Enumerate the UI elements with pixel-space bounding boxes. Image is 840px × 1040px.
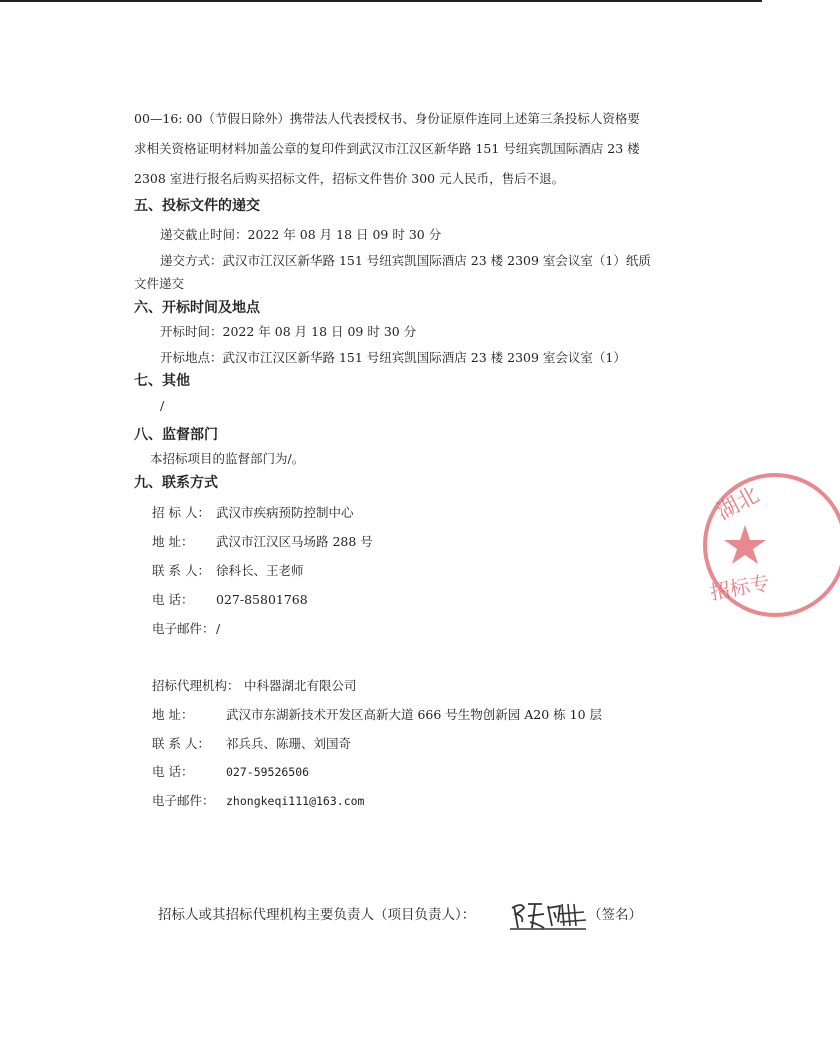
intro-line-1: 00—16: 00（节假日除外）携带法人代表授权书、身份证原件连同上述第三条投标人资格要 [134, 111, 640, 126]
stamp-star-icon [724, 525, 766, 564]
stamp-text-top: 湖北 [712, 482, 764, 526]
tenderer-address-value: 武汉市江汉区马场路 288 号 [216, 534, 373, 549]
tenderer-contact-label: 联 系 人： [152, 563, 210, 578]
signature-suffix: （签名） [588, 907, 642, 923]
tenderer-email-label: 电子邮件： [152, 621, 215, 636]
agency-address-label: 地 址： [152, 707, 194, 722]
section-8-content: 本招标项目的监督部门为/。 [150, 451, 305, 466]
section-7-content: / [160, 398, 165, 413]
tenderer-contact-value: 徐科长、王老师 [216, 563, 304, 578]
agency-email-label: 电子邮件： [152, 793, 215, 808]
section-5-heading: 五、投标文件的递交 [134, 198, 260, 214]
tenderer-phone-label: 电 话： [152, 592, 194, 607]
agency-contact-row [152, 738, 351, 751]
tenderer-email-row [152, 623, 220, 636]
agency-phone-label: 电 话： [152, 764, 194, 779]
agency-name-value: 中科器湖北有限公司 [244, 678, 357, 693]
agency-phone-row [152, 766, 309, 779]
section-7-heading: 七、其他 [134, 373, 190, 389]
intro-line-3: 2308 室进行报名后购买招标文件，招标文件售价 300 元人民币，售后不退。 [134, 171, 565, 186]
signature-label: 招标人或其招标代理机构主要负责人（项目负责人）： [158, 907, 476, 923]
submission-method-line-1: 递交方式：武汉市江汉区新华路 151 号纽宾凯国际酒店 23 楼 2309 室会议室（1）纸质 [160, 253, 651, 268]
tenderer-phone-value: 027-85801768 [216, 592, 308, 607]
section-8-heading: 八、监督部门 [134, 427, 218, 443]
tenderer-name-row [152, 507, 354, 520]
section-9-heading: 九、联系方式 [134, 475, 218, 491]
tenderer-email-value: / [216, 621, 221, 636]
intro-line-2: 求相关资格证明材料加盖公章的复印件到武汉市江汉区新华路 151 号纽宾凯国际酒店 23 楼 [134, 141, 640, 156]
tenderer-address-row [152, 536, 373, 549]
agency-name-label: 招标代理机构： [152, 678, 240, 693]
agency-email-value: zhongkeqi111@163.com [226, 794, 365, 808]
agency-phone-value: 027-59526506 [226, 765, 310, 779]
tenderer-contact-row [152, 565, 304, 578]
tenderer-address-label: 地 址： [152, 534, 194, 549]
tenderer-name-label: 招 标 人： [152, 505, 210, 520]
opening-place: 开标地点：武汉市江汉区新华路 151 号纽宾凯国际酒店 23 楼 2309 室会议室（1） [160, 350, 626, 365]
tenderer-phone-row [152, 594, 308, 607]
agency-address-row [152, 709, 602, 722]
handwritten-signature [508, 898, 586, 932]
agency-contact-value: 祁兵兵、陈珊、刘国奇 [226, 736, 352, 751]
submission-deadline: 递交截止时间：2022 年 08 月 18 日 09 时 30 分 [160, 227, 442, 242]
agency-contact-label: 联 系 人： [152, 736, 210, 751]
submission-method-line-2: 文件递交 [134, 276, 185, 291]
agency-name-row [152, 680, 357, 693]
agency-email-row [152, 795, 364, 808]
page-top-border [0, 0, 762, 2]
stamp-text-bottom: 招标专 [708, 570, 772, 605]
tenderer-name-value: 武汉市疾病预防控制中心 [216, 505, 354, 520]
section-6-heading: 六、开标时间及地点 [134, 300, 260, 316]
official-seal-stamp [700, 470, 840, 620]
opening-time: 开标时间：2022 年 08 月 18 日 09 时 30 分 [160, 324, 417, 339]
agency-address-value: 武汉市东湖新技术开发区高新大道 666 号生物创新园 A20 栋 10 层 [226, 707, 603, 722]
